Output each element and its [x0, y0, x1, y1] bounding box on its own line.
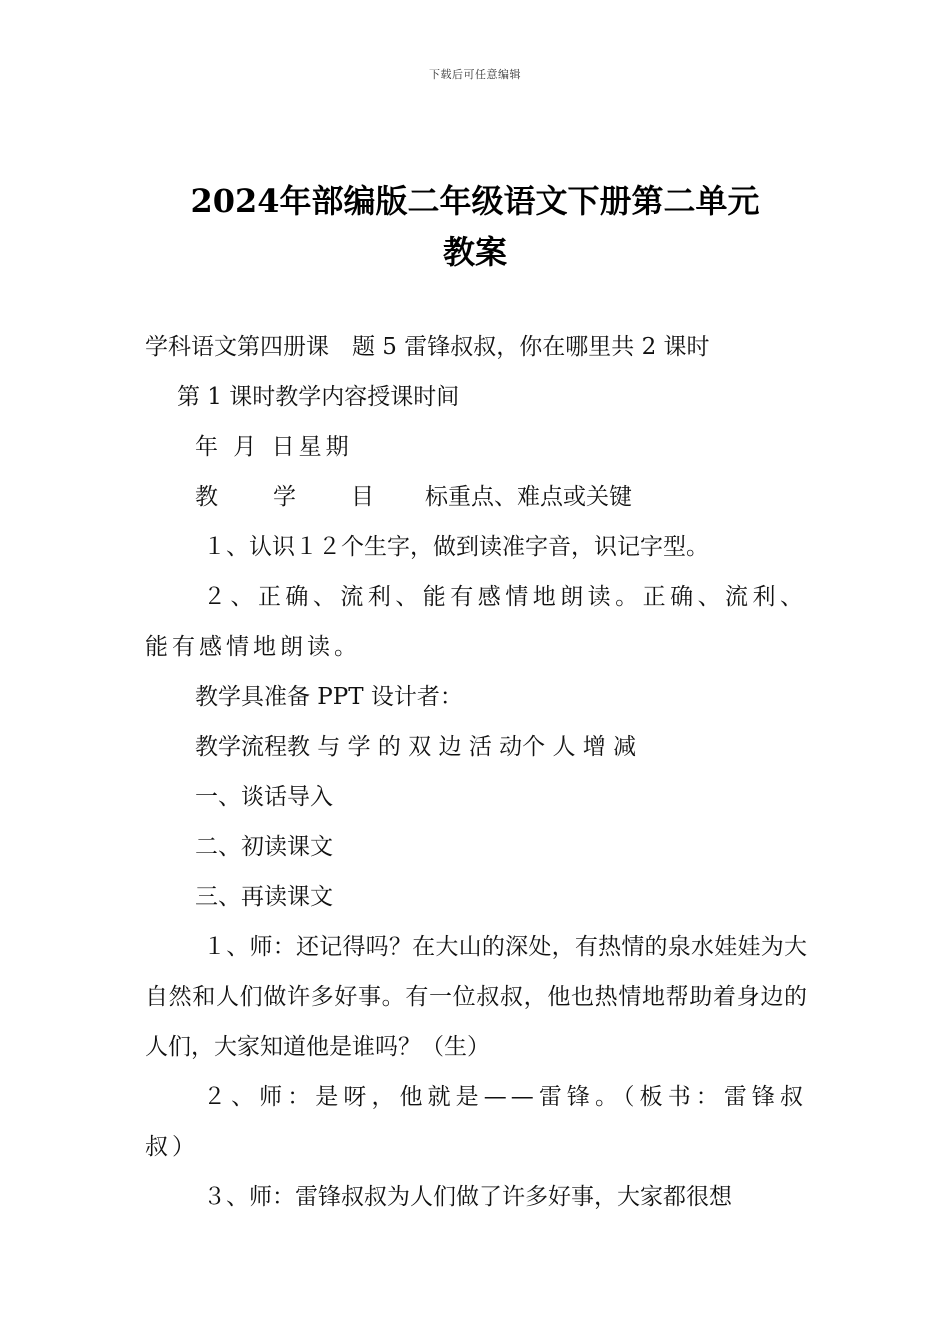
- document-body: [145, 322, 807, 1222]
- objectives-header-char-3: 目: [351, 484, 374, 510]
- objectives-header-rest: 标重点、难点或关键: [425, 484, 632, 510]
- objective-1: １、认识１２个生字，做到读准字音，识记字型。: [203, 534, 709, 560]
- prep-line: 教学具准备 PPT 设计者：: [195, 684, 463, 710]
- objective-2: ２、正确、流利、能有感情地朗读。正确、流利、能有感情地朗读。: [145, 584, 807, 660]
- section-1-heading: 一、谈话导入: [195, 784, 333, 810]
- paragraph-1: １、师：还记得吗？在大山的深处，有热情的泉水娃娃为大自然和人们做许多好事。有一位叔叔，他也热情地帮助着身边的人们，大家知道他是谁吗？（生）: [145, 934, 807, 1060]
- section-3-heading: 三、再读课文: [195, 884, 333, 910]
- title-line-1: 2024年部编版二年级语文下册第二单元: [190, 182, 760, 220]
- objectives-header-char-1: 教: [195, 484, 218, 510]
- document-title: [145, 176, 805, 278]
- objectives-header: [145, 472, 807, 522]
- period-line: 第 1 课时教学内容授课时间: [177, 384, 460, 410]
- paragraph-2: ２、师：是呀，他就是——雷锋。（板书：雷锋叔叔）: [145, 1084, 807, 1160]
- flow-line: 教学流程教 与 学 的 双 边 活 动个 人 增 减: [195, 734, 637, 760]
- objectives-header-char-2: 学: [273, 484, 296, 510]
- title-line-2: 教案: [442, 233, 507, 271]
- date-line: 年 月 日星期: [195, 434, 353, 460]
- header-note: 下载后可任意编辑: [429, 68, 521, 81]
- subject-line: 学科语文第四册课 题 5 雷锋叔叔，你在哪里共 2 课时: [145, 334, 710, 360]
- section-2-heading: 二、初读课文: [195, 834, 333, 860]
- paragraph-3: ３、师：雷锋叔叔为人们做了许多好事，大家都很想: [203, 1184, 732, 1210]
